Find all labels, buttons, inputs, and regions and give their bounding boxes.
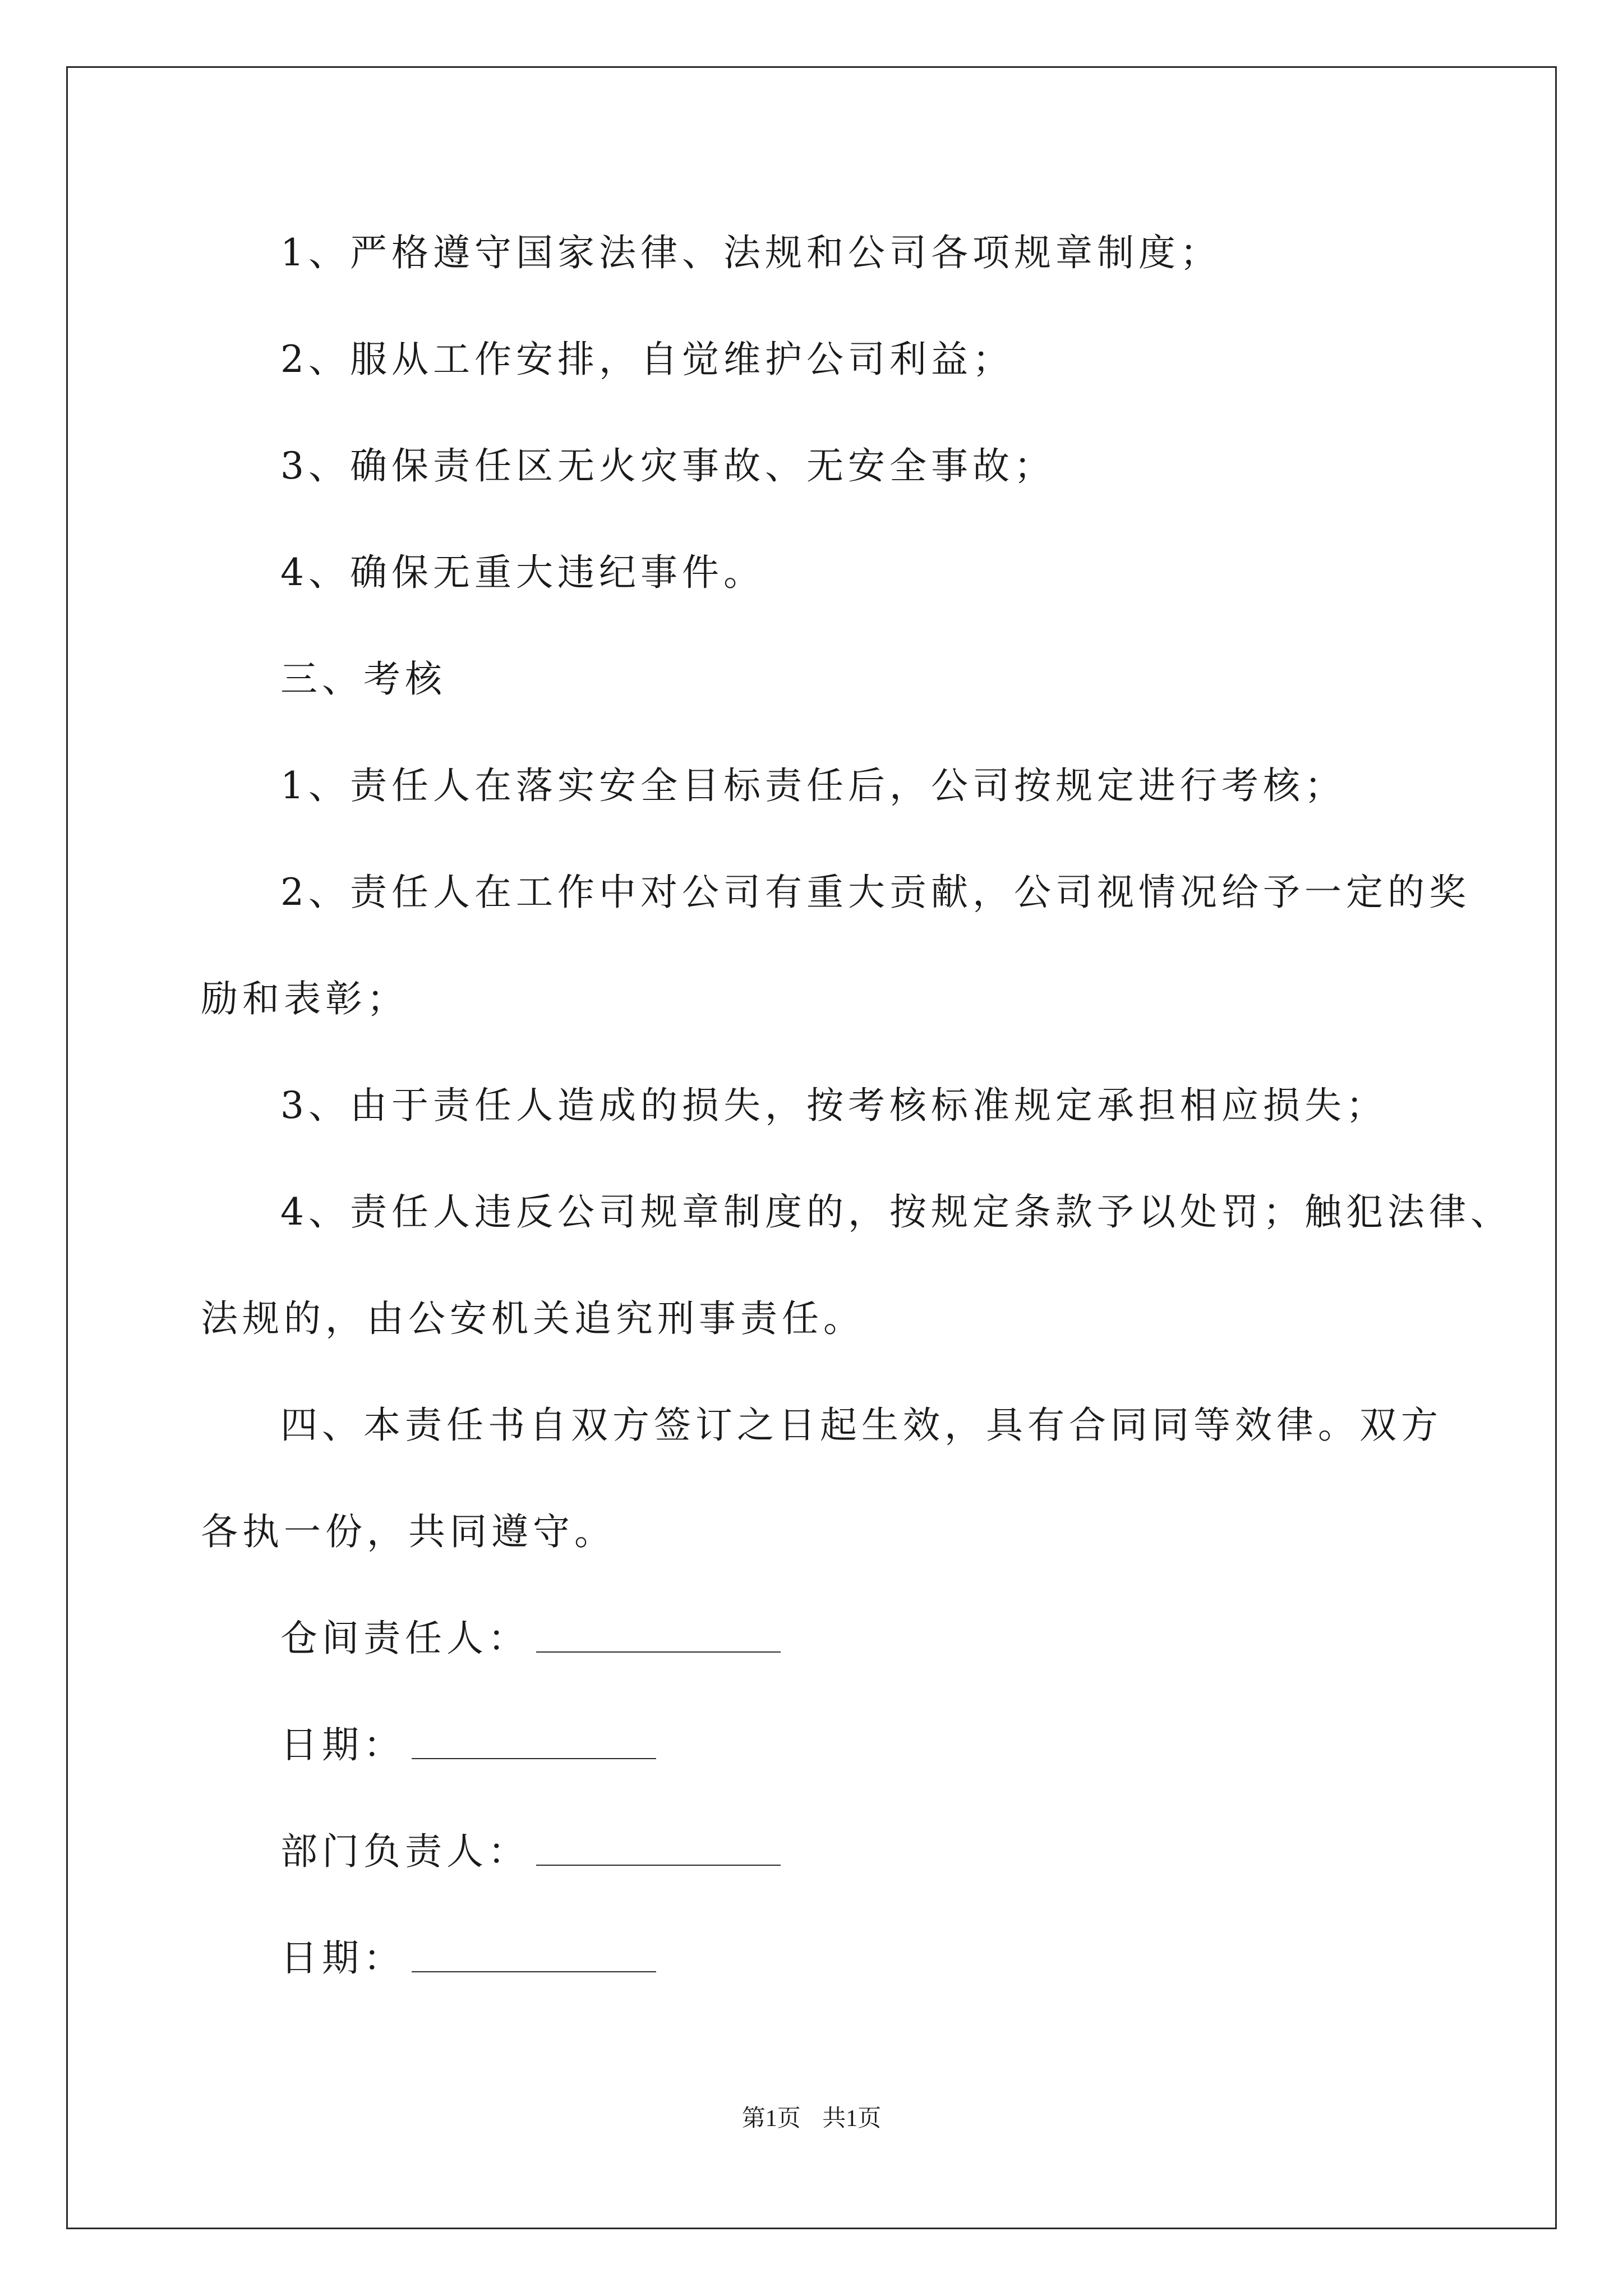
page-number-current: 第1页 — [741, 2106, 801, 2132]
signature-label: 日期： — [280, 1723, 405, 1766]
clause-4-line-2: 各执一份，共同遵守。 — [201, 1510, 616, 1553]
clause-3-2-line-2: 励和表彰； — [201, 977, 408, 1020]
clause-2-3: 3、确保责任区无火灾事故、无安全事故； — [280, 444, 1055, 487]
signature-label: 仓间责任人： — [280, 1617, 529, 1660]
signature-department-head — [280, 1830, 781, 1873]
clause-3-2-line-1: 2、责任人在工作中对公司有重大贡献，公司视情况给予一定的奖 — [280, 871, 1470, 914]
clause-2-1: 1、严格遵守国家法律、法规和公司各项规章制度； — [280, 231, 1221, 274]
clause-4-line-1: 四、本责任书自双方签订之日起生效，具有合同同等效律。双方 — [280, 1404, 1442, 1447]
clause-2-2: 2、服从工作安排，自觉维护公司利益； — [280, 338, 1014, 381]
signature-blank-line — [536, 1651, 781, 1653]
clause-3-1: 1、责任人在落实安全目标责任后，公司按规定进行考核； — [280, 764, 1346, 807]
page-footer — [0, 2107, 1623, 2131]
signature-blank-line — [536, 1865, 781, 1866]
clause-3-4-line-1: 4、责任人违反公司规章制度的，按规定条款予以处罚；触犯法律、 — [280, 1190, 1512, 1234]
signature-warehouse-manager — [280, 1617, 781, 1660]
page-border — [66, 66, 1557, 2229]
page-number-total: 共1页 — [822, 2106, 882, 2132]
signature-blank-line — [412, 1758, 656, 1759]
signature-label: 部门负责人： — [280, 1830, 529, 1873]
section-heading-assessment: 三、考核 — [280, 657, 446, 701]
signature-label: 日期： — [280, 1936, 405, 1980]
signature-blank-line — [412, 1971, 656, 1972]
clause-3-4-line-2: 法规的，由公安机关追究刑事责任。 — [201, 1297, 865, 1340]
signature-date-1 — [280, 1723, 656, 1766]
clause-3-3: 3、由于责任人造成的损失，按考核标准规定承担相应损失； — [280, 1084, 1387, 1127]
clause-2-4: 4、确保无重大违纪事件。 — [280, 551, 765, 594]
signature-date-2 — [280, 1936, 656, 1980]
